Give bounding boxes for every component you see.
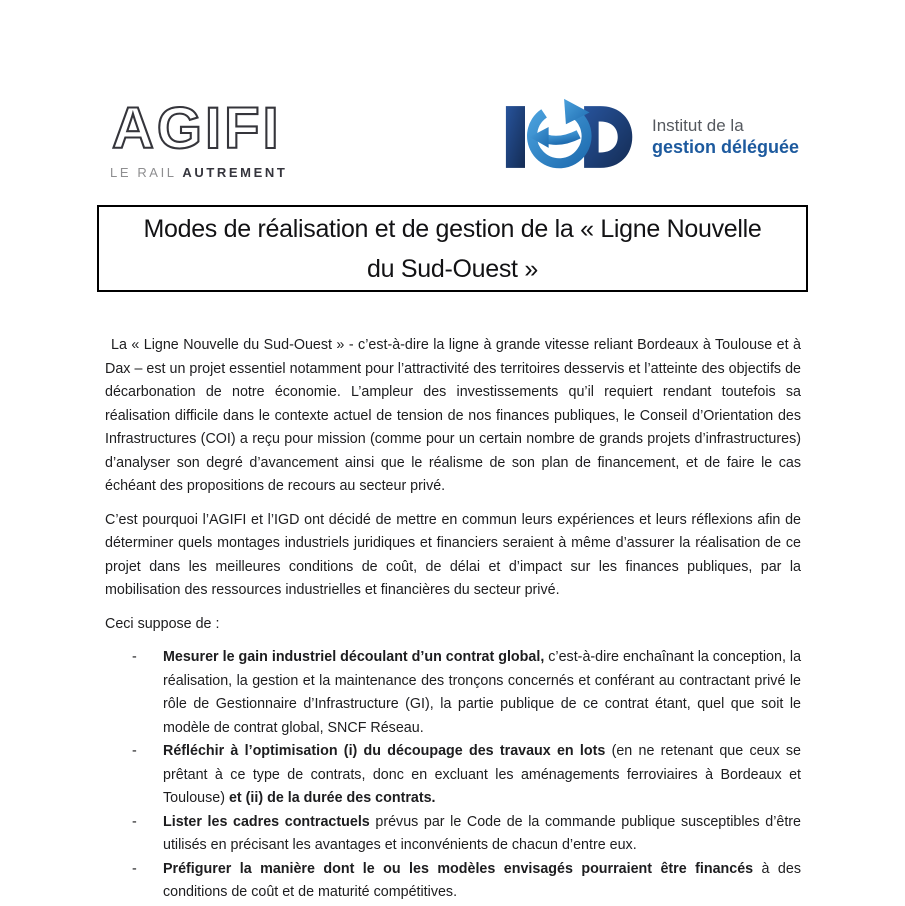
igd-icon — [504, 97, 636, 177]
bullet-text: prévus par le Code de la commande publique susceptibles d’être utilisés en précisant les avantages et inconvénients de chacun d’entre eux. — [163, 813, 802, 853]
bullet-marker: - — [132, 649, 137, 665]
bullet-text: (en ne retenant que ceux se prêtant à ce type de contrats, donc en excluant les aménagements ferroviaires à Bordeaux et Toulouse) — [163, 743, 801, 806]
igd-letter-g-arrows — [530, 99, 590, 163]
bullet-bold-text: Préfigurer la manière dont le ou les modèles envisagés pourraient être financés — [163, 860, 754, 877]
page-header — [0, 0, 905, 200]
igd-subtitle-line1: Institut de la — [652, 116, 744, 136]
paragraph-2: C’est pourquoi l’AGIFI et l’IGD ont décidé de mettre en commun leurs expériences et leurs réflexions afin de déterminer quels montages industriels juridiques et financiers seraient à même d’assurer la réalisation de ce projet dans les meilleures conditions de coût, de délai et d’impact sur les finances publiques, par la mobilisation des ressources industrielles et financières du secteur privé. — [105, 511, 801, 598]
list-item — [105, 740, 801, 811]
agifi-logo — [110, 96, 305, 180]
title-box — [97, 205, 808, 292]
bullet-marker: - — [132, 813, 137, 830]
bullet-bold-text-2: et (ii) de la durée des contrats. — [228, 790, 436, 806]
bullet-list — [105, 646, 801, 905]
svg-text:AGIFI: AGIFI — [112, 96, 282, 158]
igd-letter-i — [506, 106, 525, 168]
document-body — [105, 334, 801, 905]
page-title-line2: du Sud-Ouest » — [367, 254, 538, 283]
bullet-text: c’est-à-dire enchaînant la conception, la réalisation, la gestion et la maintenance des tronçons concernés et conférant au contractant privé le rôle de Gestionnaire d’Infrastructure (GI), la partie publique de ce contrat étant, quel que soit le modèle de contrat global, SNCF Réseau. — [163, 649, 802, 736]
bullet-bold-text: Lister les cadres contractuels — [163, 813, 370, 830]
igd-logo — [504, 97, 799, 177]
bullet-marker: - — [132, 860, 137, 877]
agifi-logo-text — [110, 96, 300, 158]
agifi-tagline-gray: LE RAIL — [110, 165, 177, 180]
igd-subtitle — [652, 115, 799, 159]
igd-subtitle-line2: gestion déléguée — [652, 137, 800, 158]
agifi-tagline-bold: AUTREMENT — [182, 165, 288, 180]
page-title-line1: Modes de réalisation et de gestion de la « Ligne Nouvelle — [143, 214, 762, 243]
list-item — [105, 858, 801, 905]
paragraph-1: La « Ligne Nouvelle du Sud-Ouest » - c’est-à-dire la ligne à grande vitesse reliant Bordeaux à Toulouse et à Dax – est un projet essentiel notamment pour l’attractivité des territoires desservis et l’atteinte des objectifs de décarbonation de notre économie. L’ampleur des investissements qu’il requiert rendant toutefois sa réalisation difficile dans le contexte actuel de tension de nos finances publiques, le Conseil d’Orientation des Infrastructures (COI) a reçu pour mission (comme pour un certain nombre de grands projets d’infrastructures) d’analyser son degré d’avancement ainsi que le réalisme de son plan de financement, et de faire le cas échéant des propositions de recours au secteur privé. — [105, 337, 801, 494]
agifi-tagline — [110, 165, 305, 180]
list-item — [105, 811, 801, 858]
bullet-text: à des conditions de coût et de maturité compétitives. — [163, 860, 801, 900]
list-item — [105, 646, 801, 740]
bullet-bold-text: Réfléchir à l’optimisation (i) du découpage des travaux en lots — [163, 743, 606, 759]
bullet-bold-text: Mesurer le gain industriel découlant d’un contrat global, — [163, 649, 545, 665]
list-intro: Ceci suppose de : — [105, 615, 220, 632]
bullet-marker: - — [132, 743, 137, 759]
